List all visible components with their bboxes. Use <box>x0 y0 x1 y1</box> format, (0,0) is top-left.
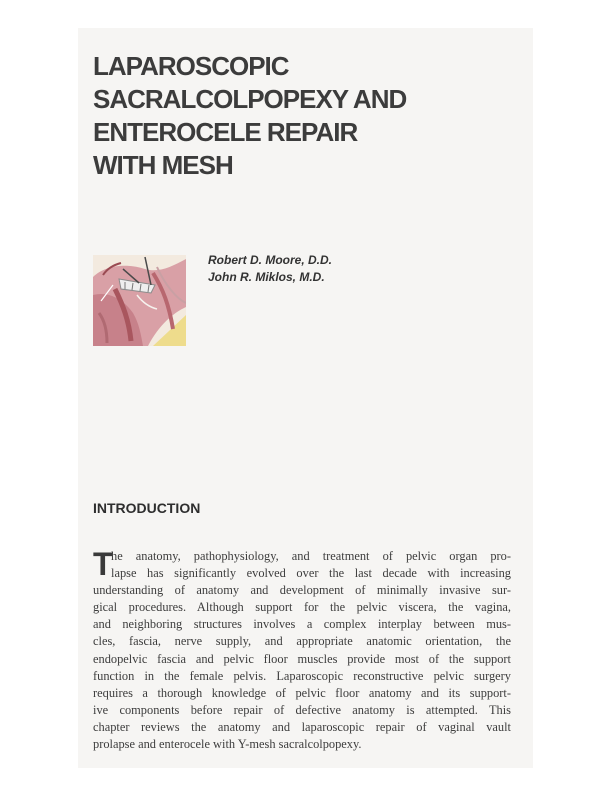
paragraph-line: he anatomy, pathophysiology, and treatment of pelvic organ pro- <box>111 549 511 563</box>
paragraph-line: ive components before repair of defective anatomy is attempted. This <box>93 702 511 717</box>
author-list <box>208 252 332 286</box>
section-heading: INTRODUCTION <box>93 500 201 516</box>
paragraph-line: and neighboring structures involves a complex interplay between mus- <box>93 617 511 632</box>
title-line: SACRALCOLPOPEXY AND <box>93 84 407 114</box>
paragraph-line: function in the female pelvis. Laparoscopic reconstructive pelvic surgery <box>93 668 511 683</box>
paragraph-line: chapter reviews the anatomy and laparoscopic repair of vaginal vault <box>93 719 511 734</box>
author-name: John R. Miklos, M.D. <box>208 270 325 284</box>
paragraph-line: prolapse and enterocele with Y-mesh sacralcolpopexy. <box>93 737 362 752</box>
paragraph-line: cles, fascia, nerve supply, and appropriate anatomic orientation, the <box>93 634 511 649</box>
paragraph-line: requires a thorough knowledge of pelvic floor anatomy and its support- <box>93 685 511 700</box>
paragraph-line: endopelvic fascia and pelvic floor muscles provide most of the support <box>93 651 511 666</box>
title-line: LAPAROSCOPIC <box>93 51 289 81</box>
paragraph-line: gical procedures. Although support for the pelvic viscera, the vagina, <box>93 600 511 615</box>
title-line: WITH MESH <box>93 150 233 180</box>
anatomy-illustration <box>93 255 186 346</box>
author-name: Robert D. Moore, D.D. <box>208 253 333 267</box>
title-line: ENTEROCELE REPAIR <box>93 117 358 147</box>
paragraph-line: lapse has significantly evolved over the last decade with increasing <box>111 566 511 581</box>
paragraph-line: understanding of anatomy and development of minimally invasive sur- <box>93 583 511 598</box>
chapter-title <box>93 50 513 182</box>
intro-paragraph <box>93 548 511 753</box>
drop-cap: T <box>93 546 113 582</box>
